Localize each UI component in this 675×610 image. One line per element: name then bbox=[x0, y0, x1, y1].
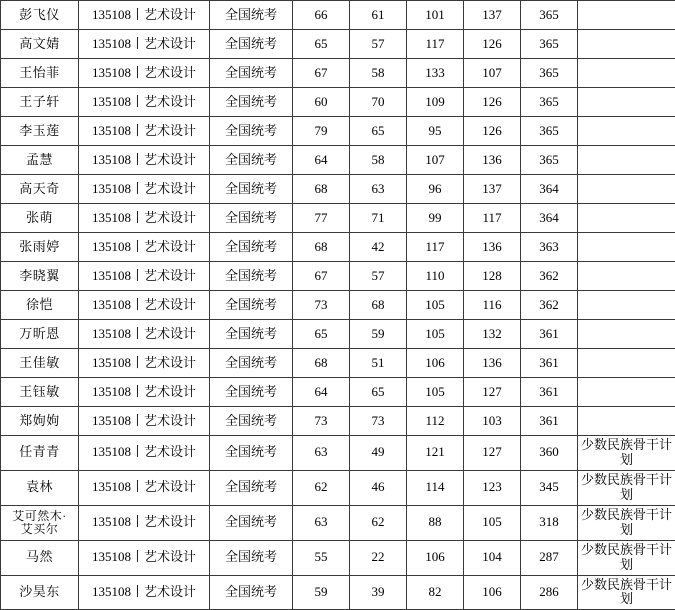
cell-major: 135108丨艺术设计 bbox=[79, 436, 210, 471]
cell-score-2: 62 bbox=[350, 505, 407, 540]
cell-note: 少数民族骨干计划 bbox=[578, 505, 675, 540]
cell-major: 135108丨艺术设计 bbox=[79, 233, 210, 262]
cell-total: 360 bbox=[521, 436, 578, 471]
cell-score-3: 121 bbox=[407, 436, 464, 471]
cell-total: 365 bbox=[521, 59, 578, 88]
cell-name: 张萌 bbox=[1, 204, 79, 233]
cell-name: 孟慧 bbox=[1, 146, 79, 175]
cell-exam-type: 全国统考 bbox=[210, 204, 293, 233]
cell-major: 135108丨艺术设计 bbox=[79, 540, 210, 575]
cell-note: 少数民族骨干计划 bbox=[578, 575, 675, 610]
cell-exam-type: 全国统考 bbox=[210, 117, 293, 146]
cell-note bbox=[578, 233, 675, 262]
cell-score-4: 137 bbox=[464, 175, 521, 204]
cell-note bbox=[578, 30, 675, 59]
cell-score-3: 109 bbox=[407, 88, 464, 117]
table-row bbox=[1, 505, 675, 540]
cell-score-2: 61 bbox=[350, 1, 407, 30]
cell-score-3: 105 bbox=[407, 320, 464, 349]
cell-score-2: 49 bbox=[350, 436, 407, 471]
cell-score-4: 106 bbox=[464, 575, 521, 610]
cell-name: 王子轩 bbox=[1, 88, 79, 117]
cell-score-2: 59 bbox=[350, 320, 407, 349]
cell-name: 王怡菲 bbox=[1, 59, 79, 88]
cell-note bbox=[578, 88, 675, 117]
cell-score-3: 95 bbox=[407, 117, 464, 146]
cell-score-1: 67 bbox=[293, 59, 350, 88]
cell-major: 135108丨艺术设计 bbox=[79, 30, 210, 59]
cell-score-4: 126 bbox=[464, 117, 521, 146]
cell-exam-type: 全国统考 bbox=[210, 320, 293, 349]
cell-major: 135108丨艺术设计 bbox=[79, 146, 210, 175]
table-row bbox=[1, 146, 675, 175]
table-row bbox=[1, 175, 675, 204]
cell-major: 135108丨艺术设计 bbox=[79, 204, 210, 233]
cell-total: 361 bbox=[521, 378, 578, 407]
cell-score-3: 117 bbox=[407, 30, 464, 59]
cell-exam-type: 全国统考 bbox=[210, 30, 293, 59]
cell-score-1: 65 bbox=[293, 30, 350, 59]
cell-score-1: 64 bbox=[293, 146, 350, 175]
table-row bbox=[1, 540, 675, 575]
cell-total: 361 bbox=[521, 407, 578, 436]
cell-total: 345 bbox=[521, 470, 578, 505]
cell-score-3: 105 bbox=[407, 378, 464, 407]
cell-score-1: 63 bbox=[293, 505, 350, 540]
cell-major: 135108丨艺术设计 bbox=[79, 59, 210, 88]
cell-total: 365 bbox=[521, 88, 578, 117]
cell-score-2: 65 bbox=[350, 117, 407, 146]
cell-name: 高文婧 bbox=[1, 30, 79, 59]
cell-score-4: 132 bbox=[464, 320, 521, 349]
cell-score-3: 105 bbox=[407, 291, 464, 320]
cell-score-4: 126 bbox=[464, 30, 521, 59]
cell-score-2: 58 bbox=[350, 59, 407, 88]
cell-score-3: 110 bbox=[407, 262, 464, 291]
cell-total: 364 bbox=[521, 175, 578, 204]
cell-score-3: 114 bbox=[407, 470, 464, 505]
table-row bbox=[1, 320, 675, 349]
cell-exam-type: 全国统考 bbox=[210, 407, 293, 436]
cell-note bbox=[578, 117, 675, 146]
cell-score-4: 136 bbox=[464, 349, 521, 378]
cell-score-1: 65 bbox=[293, 320, 350, 349]
cell-score-2: 73 bbox=[350, 407, 407, 436]
table-row bbox=[1, 262, 675, 291]
cell-score-2: 46 bbox=[350, 470, 407, 505]
cell-name: 任青青 bbox=[1, 436, 79, 471]
cell-score-1: 68 bbox=[293, 233, 350, 262]
table-row bbox=[1, 88, 675, 117]
table-row bbox=[1, 30, 675, 59]
table-row bbox=[1, 291, 675, 320]
cell-score-1: 73 bbox=[293, 407, 350, 436]
cell-name: 李晓翼 bbox=[1, 262, 79, 291]
cell-score-2: 71 bbox=[350, 204, 407, 233]
cell-note bbox=[578, 291, 675, 320]
cell-score-4: 107 bbox=[464, 59, 521, 88]
table-row bbox=[1, 117, 675, 146]
table-row bbox=[1, 407, 675, 436]
cell-exam-type: 全国统考 bbox=[210, 436, 293, 471]
cell-total: 364 bbox=[521, 204, 578, 233]
cell-score-4: 136 bbox=[464, 146, 521, 175]
cell-score-3: 133 bbox=[407, 59, 464, 88]
cell-name: 李玉莲 bbox=[1, 117, 79, 146]
cell-exam-type: 全国统考 bbox=[210, 505, 293, 540]
cell-score-3: 106 bbox=[407, 540, 464, 575]
cell-name: 沙昊东 bbox=[1, 575, 79, 610]
cell-score-2: 68 bbox=[350, 291, 407, 320]
cell-exam-type: 全国统考 bbox=[210, 378, 293, 407]
table-body bbox=[1, 1, 675, 610]
cell-score-1: 77 bbox=[293, 204, 350, 233]
cell-major: 135108丨艺术设计 bbox=[79, 505, 210, 540]
cell-major: 135108丨艺术设计 bbox=[79, 470, 210, 505]
cell-score-4: 105 bbox=[464, 505, 521, 540]
table-row bbox=[1, 470, 675, 505]
cell-name: 万昕恩 bbox=[1, 320, 79, 349]
cell-name: 张雨婷 bbox=[1, 233, 79, 262]
cell-total: 287 bbox=[521, 540, 578, 575]
cell-major: 135108丨艺术设计 bbox=[79, 175, 210, 204]
cell-exam-type: 全国统考 bbox=[210, 146, 293, 175]
cell-major: 135108丨艺术设计 bbox=[79, 88, 210, 117]
cell-score-4: 127 bbox=[464, 436, 521, 471]
cell-name: 袁林 bbox=[1, 470, 79, 505]
cell-note bbox=[578, 59, 675, 88]
table-row bbox=[1, 575, 675, 610]
cell-note: 少数民族骨干计划 bbox=[578, 436, 675, 471]
cell-score-1: 68 bbox=[293, 349, 350, 378]
cell-score-1: 79 bbox=[293, 117, 350, 146]
cell-exam-type: 全国统考 bbox=[210, 349, 293, 378]
cell-score-2: 65 bbox=[350, 378, 407, 407]
cell-exam-type: 全国统考 bbox=[210, 262, 293, 291]
cell-name: 郑姁姁 bbox=[1, 407, 79, 436]
cell-major: 135108丨艺术设计 bbox=[79, 291, 210, 320]
cell-score-2: 22 bbox=[350, 540, 407, 575]
cell-score-3: 99 bbox=[407, 204, 464, 233]
cell-note bbox=[578, 407, 675, 436]
cell-score-1: 73 bbox=[293, 291, 350, 320]
cell-exam-type: 全国统考 bbox=[210, 291, 293, 320]
cell-score-2: 57 bbox=[350, 262, 407, 291]
cell-score-2: 42 bbox=[350, 233, 407, 262]
cell-score-4: 103 bbox=[464, 407, 521, 436]
cell-score-1: 62 bbox=[293, 470, 350, 505]
cell-score-3: 117 bbox=[407, 233, 464, 262]
cell-major: 135108丨艺术设计 bbox=[79, 407, 210, 436]
cell-total: 365 bbox=[521, 117, 578, 146]
table-row bbox=[1, 378, 675, 407]
cell-note bbox=[578, 378, 675, 407]
cell-score-3: 82 bbox=[407, 575, 464, 610]
cell-score-4: 128 bbox=[464, 262, 521, 291]
cell-score-2: 51 bbox=[350, 349, 407, 378]
cell-note bbox=[578, 1, 675, 30]
cell-score-4: 136 bbox=[464, 233, 521, 262]
cell-score-4: 116 bbox=[464, 291, 521, 320]
cell-major: 135108丨艺术设计 bbox=[79, 349, 210, 378]
cell-score-2: 58 bbox=[350, 146, 407, 175]
cell-exam-type: 全国统考 bbox=[210, 470, 293, 505]
cell-total: 365 bbox=[521, 1, 578, 30]
table-row bbox=[1, 436, 675, 471]
cell-score-2: 70 bbox=[350, 88, 407, 117]
table-row bbox=[1, 204, 675, 233]
cell-total: 361 bbox=[521, 349, 578, 378]
cell-score-3: 112 bbox=[407, 407, 464, 436]
cell-name: 高天奇 bbox=[1, 175, 79, 204]
cell-name: 王钰敏 bbox=[1, 378, 79, 407]
cell-score-4: 104 bbox=[464, 540, 521, 575]
cell-name: 彭飞仪 bbox=[1, 1, 79, 30]
cell-note bbox=[578, 204, 675, 233]
cell-score-1: 63 bbox=[293, 436, 350, 471]
cell-score-3: 107 bbox=[407, 146, 464, 175]
cell-major: 135108丨艺术设计 bbox=[79, 117, 210, 146]
cell-note: 少数民族骨干计划 bbox=[578, 470, 675, 505]
cell-exam-type: 全国统考 bbox=[210, 540, 293, 575]
cell-score-2: 57 bbox=[350, 30, 407, 59]
cell-note bbox=[578, 320, 675, 349]
table-row bbox=[1, 349, 675, 378]
cell-score-3: 88 bbox=[407, 505, 464, 540]
table-row bbox=[1, 1, 675, 30]
cell-name: 王佳敏 bbox=[1, 349, 79, 378]
cell-major: 135108丨艺术设计 bbox=[79, 1, 210, 30]
cell-total: 318 bbox=[521, 505, 578, 540]
cell-score-1: 59 bbox=[293, 575, 350, 610]
cell-total: 362 bbox=[521, 262, 578, 291]
cell-score-1: 68 bbox=[293, 175, 350, 204]
cell-score-4: 126 bbox=[464, 88, 521, 117]
cell-major: 135108丨艺术设计 bbox=[79, 575, 210, 610]
table-row bbox=[1, 233, 675, 262]
cell-name: 徐恺 bbox=[1, 291, 79, 320]
cell-note bbox=[578, 349, 675, 378]
cell-note: 少数民族骨干计划 bbox=[578, 540, 675, 575]
cell-score-1: 60 bbox=[293, 88, 350, 117]
cell-score-3: 96 bbox=[407, 175, 464, 204]
cell-name: 艾可然木· 艾买尔 bbox=[1, 505, 79, 540]
cell-score-1: 67 bbox=[293, 262, 350, 291]
cell-total: 365 bbox=[521, 146, 578, 175]
cell-exam-type: 全国统考 bbox=[210, 175, 293, 204]
cell-note bbox=[578, 262, 675, 291]
cell-major: 135108丨艺术设计 bbox=[79, 378, 210, 407]
cell-score-3: 101 bbox=[407, 1, 464, 30]
cell-score-2: 39 bbox=[350, 575, 407, 610]
cell-major: 135108丨艺术设计 bbox=[79, 320, 210, 349]
table-row bbox=[1, 59, 675, 88]
cell-score-4: 117 bbox=[464, 204, 521, 233]
cell-name: 马然 bbox=[1, 540, 79, 575]
cell-total: 362 bbox=[521, 291, 578, 320]
cell-exam-type: 全国统考 bbox=[210, 88, 293, 117]
cell-exam-type: 全国统考 bbox=[210, 1, 293, 30]
cell-exam-type: 全国统考 bbox=[210, 233, 293, 262]
cell-total: 286 bbox=[521, 575, 578, 610]
cell-note bbox=[578, 146, 675, 175]
cell-score-1: 66 bbox=[293, 1, 350, 30]
cell-score-1: 55 bbox=[293, 540, 350, 575]
cell-total: 363 bbox=[521, 233, 578, 262]
cell-total: 365 bbox=[521, 30, 578, 59]
cell-score-2: 63 bbox=[350, 175, 407, 204]
cell-score-4: 127 bbox=[464, 378, 521, 407]
cell-total: 361 bbox=[521, 320, 578, 349]
cell-major: 135108丨艺术设计 bbox=[79, 262, 210, 291]
cell-score-1: 64 bbox=[293, 378, 350, 407]
cell-exam-type: 全国统考 bbox=[210, 575, 293, 610]
cell-score-3: 106 bbox=[407, 349, 464, 378]
cell-note bbox=[578, 175, 675, 204]
cell-score-4: 123 bbox=[464, 470, 521, 505]
cell-exam-type: 全国统考 bbox=[210, 59, 293, 88]
cell-score-4: 137 bbox=[464, 1, 521, 30]
